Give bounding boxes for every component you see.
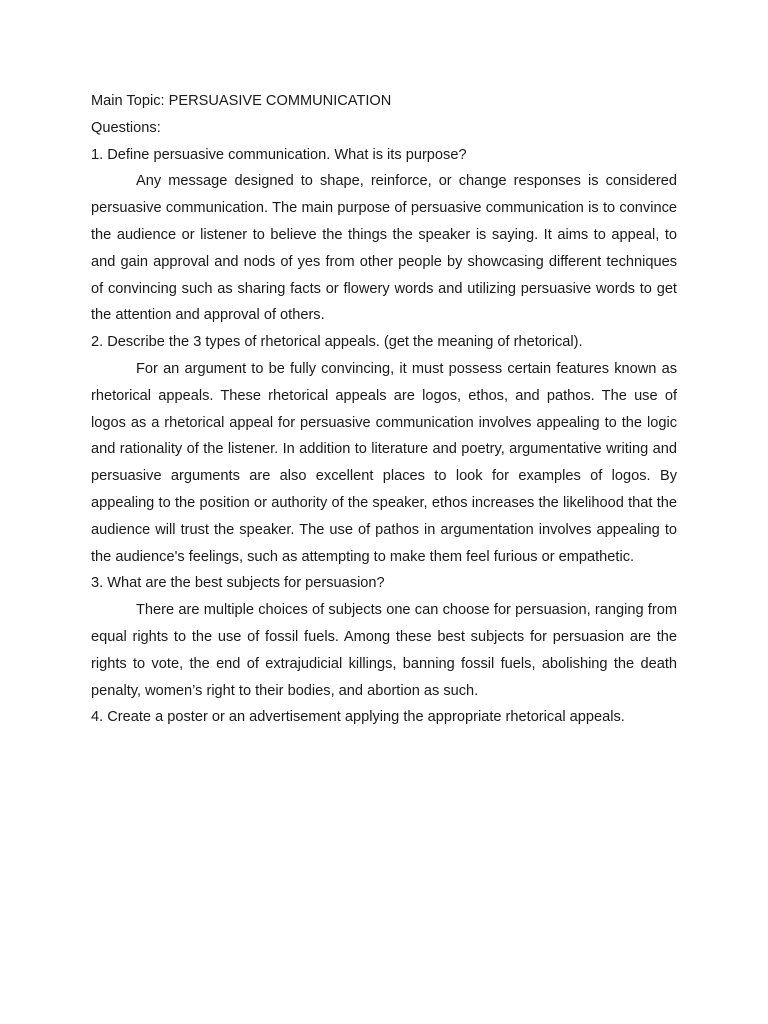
main-topic-heading: Main Topic: PERSUASIVE COMMUNICATION bbox=[91, 93, 392, 109]
question-2: 2. Describe the 3 types of rhetorical appeals. (get the meaning of rhetorical). bbox=[91, 334, 583, 351]
question-1: 1. Define persuasive communication. What is its purpose? bbox=[91, 146, 467, 163]
answer-2: For an argument to be fully convincing, it must possess certain features known as rhetorical appeals. These rhetorical appeals are logos, ethos, and pathos. The use of logos as a rhetorical appeal for persuasive communication involves appealing to the logic and rationality of the listener. In addition to literature and poetry, argumentative writing and persuasive arguments are also excellent places to look for examples of logos. By appealing to the position or authority of the speaker, ethos increases the likelihood that the audience will trust the speaker. The use of pathos in argumentation involves appealing to the audience's feelings, such as attempting to make them feel furious or empathetic. bbox=[91, 360, 677, 565]
question-4: 4. Create a poster or an advertisement applying the appropriate rhetorical appeals. bbox=[91, 709, 625, 726]
answer-1: Any message designed to shape, reinforce, or change responses is considered persuasive communication. The main purpose of persuasive communication is to convince the audience or listener to believe the things the speaker is saying. It aims to appeal, to and gain approval and nods of yes from other people by showcasing different techniques of convincing such as sharing facts or flowery words and utilizing persuasive words to get the attention and approval of others. bbox=[91, 173, 677, 324]
answer-3: There are multiple choices of subjects one can choose for persuasion, ranging from equal rights to the use of fossil fuels. Among these best subjects for persuasion are the rights to vote, the end of extrajudicial killings, banning fossil fuels, abolishing the death penalty, women’s right to their bodies, and abortion as such. bbox=[91, 602, 677, 699]
document-page bbox=[91, 88, 677, 731]
question-3: 3. What are the best subjects for persuasion? bbox=[91, 575, 385, 592]
questions-label: Questions: bbox=[91, 119, 161, 136]
